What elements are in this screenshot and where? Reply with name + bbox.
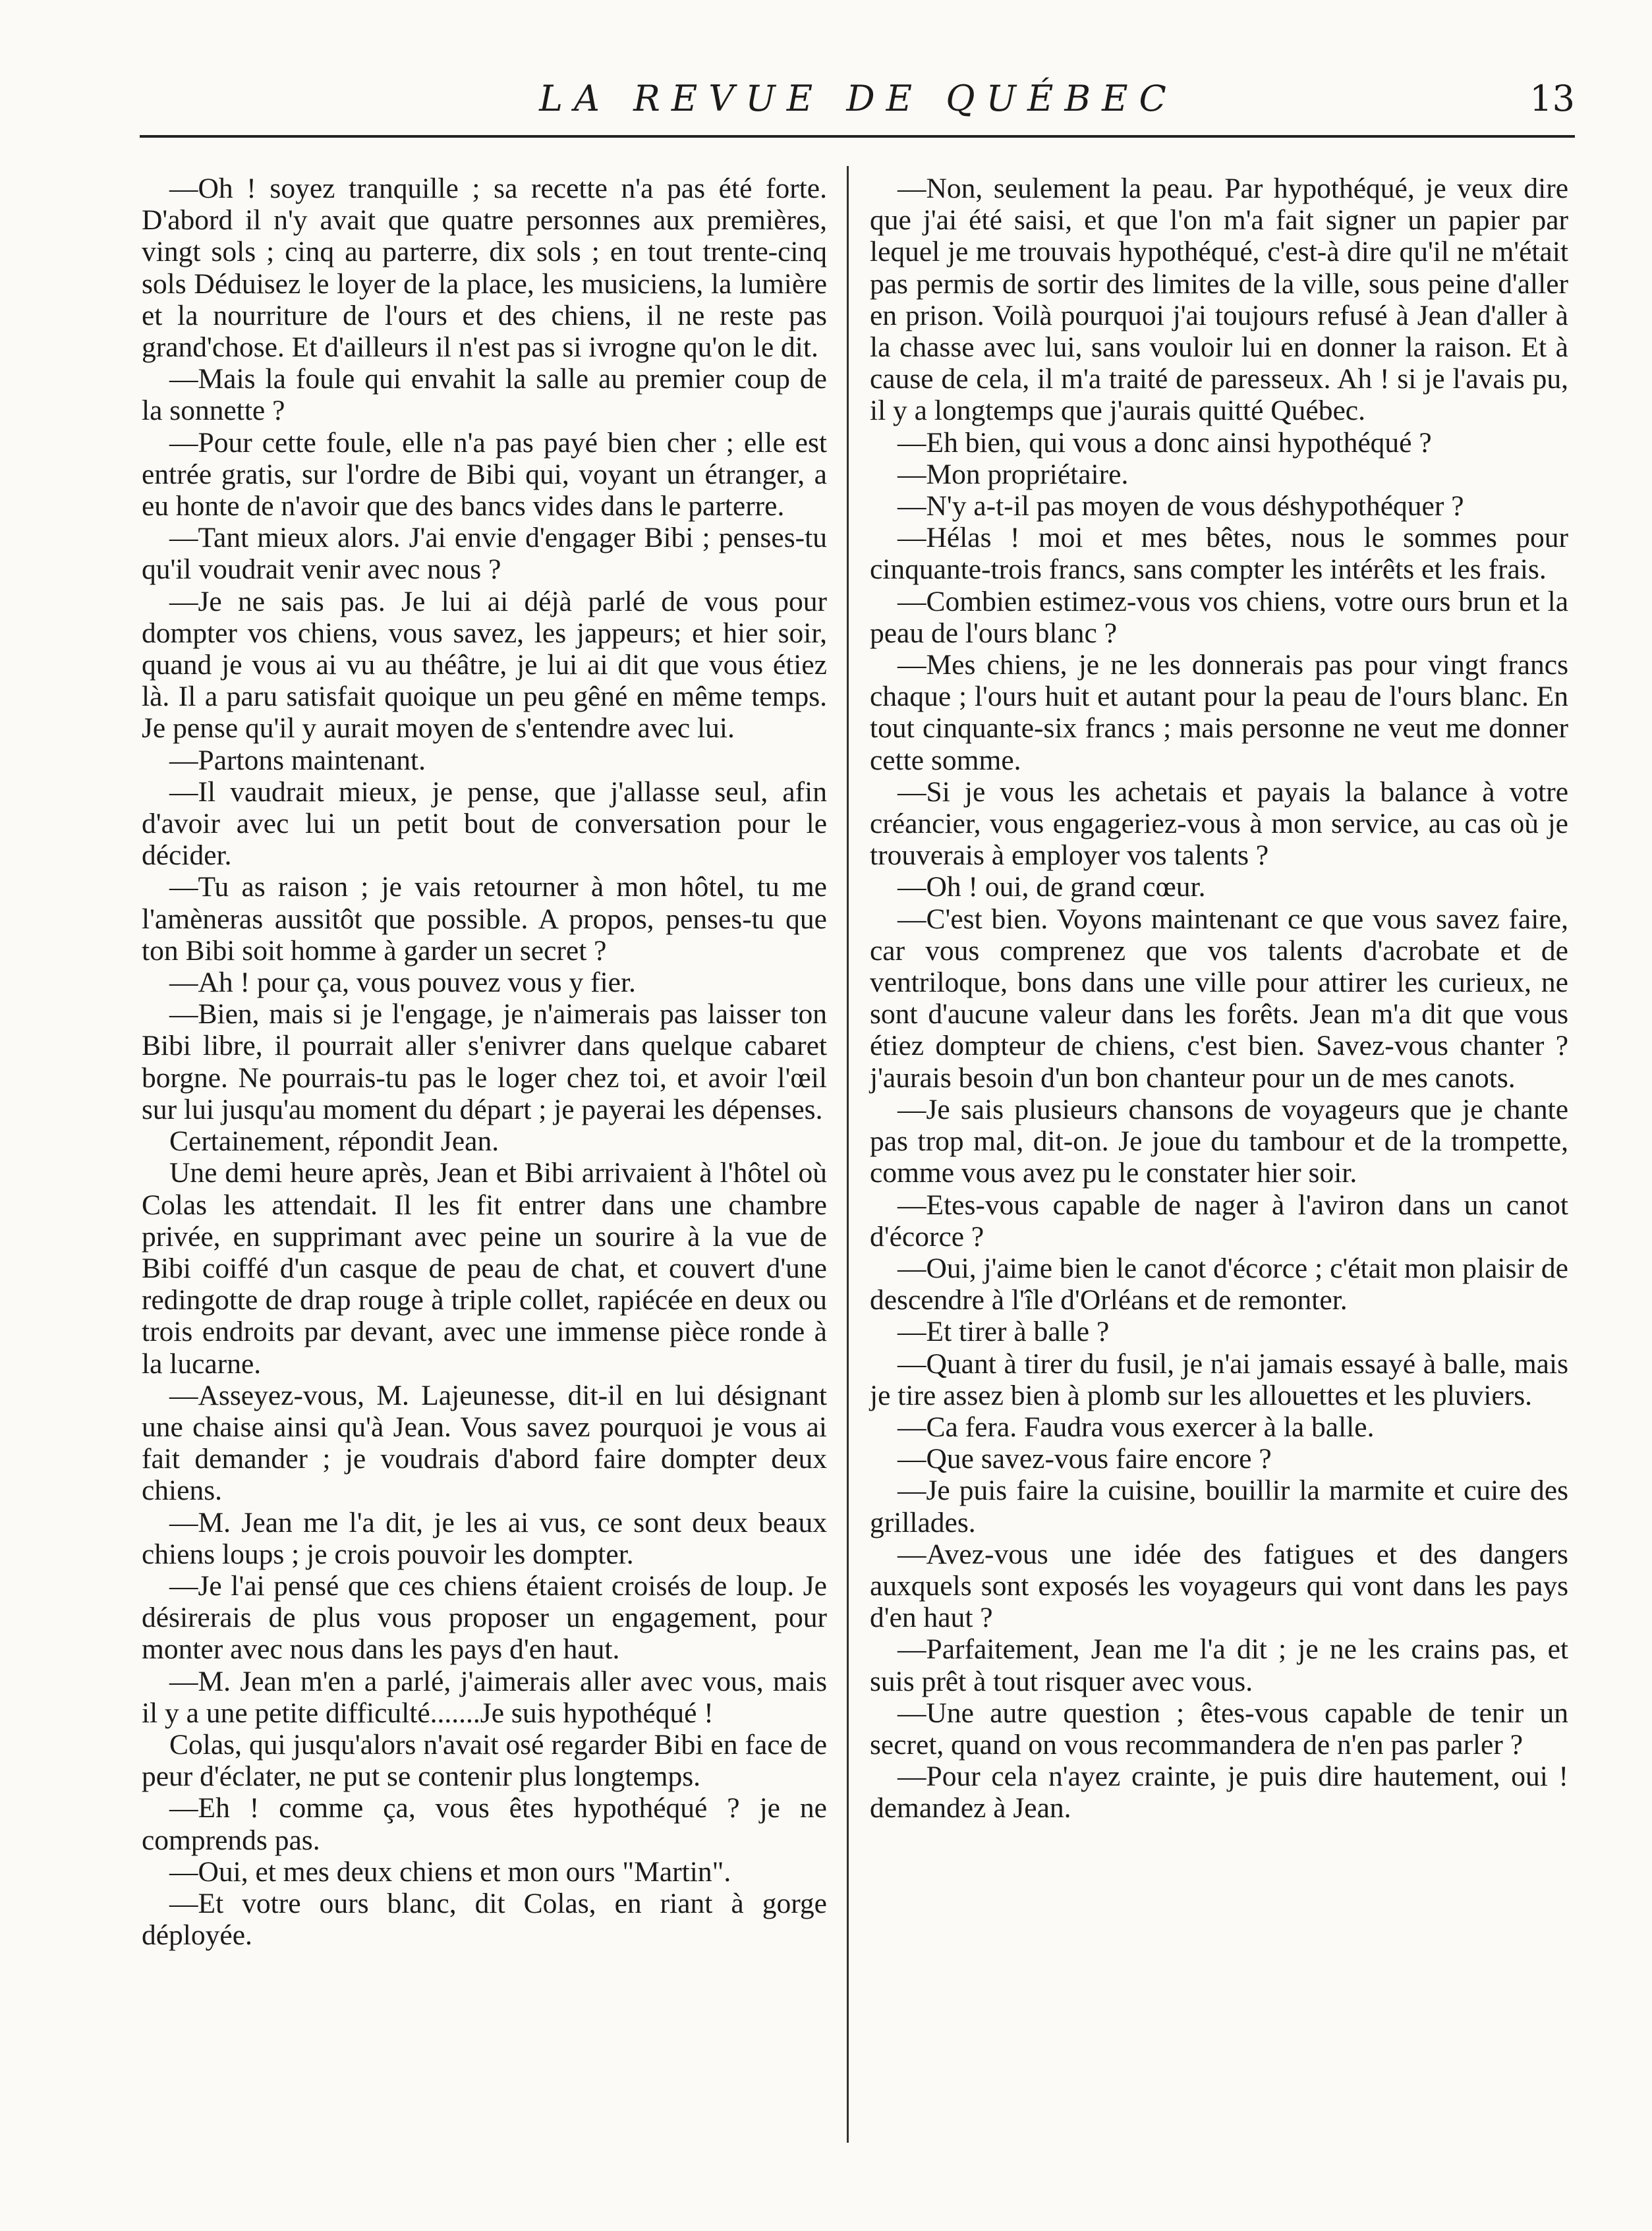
paragraph: —Je l'ai pensé que ces chiens étaient croisés de loup. Je désirerais de plus vous proposer un engagement, pour monter avec nous dans les pays d'en haut. xyxy=(142,1569,827,1666)
paragraph: —Mes chiens, je ne les donnerais pas pour vingt francs chaque ; l'ours huit et autant pour la peau de l'ours blanc. En tout cinquante-six francs ; mais personne ne veut me donner cette somme. xyxy=(870,649,1568,776)
paragraph: —M. Jean m'en a parlé, j'aimerais aller avec vous, mais il y a une petite difficulté.......Je suis hypothéqué ! xyxy=(142,1665,827,1729)
paragraph: —Tant mieux alors. J'ai envie d'engager Bibi ; penses-tu qu'il voudrait venir avec nous ? xyxy=(142,522,827,586)
paragraph: —Il vaudrait mieux, je pense, que j'allasse seul, afin d'avoir avec lui un petit bout de conversation pour le décider. xyxy=(142,776,827,872)
paragraph: —Oui, j'aime bien le canot d'écorce ; c'était mon plaisir de descendre à l'île d'Orléans et de remonter. xyxy=(870,1252,1568,1316)
paragraph: —M. Jean me l'a dit, je les ai vus, ce sont deux beaux chiens loups ; je crois pouvoir les dompter. xyxy=(142,1506,827,1570)
paragraph: —Hélas ! moi et mes bêtes, nous le sommes pour cinquante-trois francs, sans compter les intérêts et les frais. xyxy=(870,522,1568,586)
paragraph: —Tu as raison ; je vais retourner à mon hôtel, tu me l'amèneras aussitôt que possible. A propos, penses-tu que ton Bibi soit homme à garder un secret ? xyxy=(142,871,827,967)
paragraph: Une demi heure après, Jean et Bibi arrivaient à l'hôtel où Colas les attendait. Il les fit entrer dans une chambre privée, en supprimant avec peine un sourire à la vue de Bibi coiffé d'un casque de peau de chat, et couvert d'une redingotte de drap rouge à triple collet, rapiécée en deux ou trois endroits par devant, avec une immense pièce ronde à la lucarne. xyxy=(142,1157,827,1380)
paragraph: —Oh ! soyez tranquille ; sa recette n'a pas été forte. D'abord il n'y avait que quatre personnes aux premières, vingt sols ; cinq au parterre, dix sols ; en tout trente-cinq sols Déduisez le loyer de la place, les musiciens, la lumière et la nourriture de l'ours et des chiens, il ne reste pas grand'chose. Et d'ailleurs il n'est pas si ivrogne qu'on le dit. xyxy=(142,173,827,364)
paragraph: —Non, seulement la peau. Par hypothéqué, je veux dire que j'ai été saisi, et que l'on m'a fait signer un papier par lequel je me trouvais hypothéqué, c'est-à dire qu'il ne m'était pas permis de sortir des limites de la ville, sous peine d'aller en prison. Voilà pourquoi j'ai toujours refusé à Jean d'aller à la chasse avec lui, sans vouloir lui en donner la raison. Et à cause de cela, il m'a traité de paresseux. Ah ! si je l'avais pu, il y a longtemps que j'aurais quitté Québec. xyxy=(870,173,1568,427)
paragraph: Colas, qui jusqu'alors n'avait osé regarder Bibi en face de peur d'éclater, ne put se contenir plus longtemps. xyxy=(142,1728,827,1793)
paragraph: —Ah ! pour ça, vous pouvez vous y fier. xyxy=(169,967,636,999)
paragraph: —Je sais plusieurs chansons de voyageurs que je chante pas trop mal, dit-on. Je joue du tambour et de la trompette, comme vous avez pu le constater hier soir. xyxy=(870,1093,1568,1189)
right-column xyxy=(870,173,1568,1824)
header-rule xyxy=(140,135,1575,138)
paragraph: —Combien estimez-vous vos chiens, votre ours brun et la peau de l'ours blanc ? xyxy=(870,585,1568,649)
paragraph: —Eh ! comme ça, vous êtes hypothéqué ? je ne comprends pas. xyxy=(142,1792,827,1856)
paragraph: —Eh bien, qui vous a donc ainsi hypothéqué ? xyxy=(897,426,1432,459)
column-divider xyxy=(847,166,849,2143)
paragraph: —Que savez-vous faire encore ? xyxy=(897,1443,1272,1475)
paragraph: —Bien, mais si je l'engage, je n'aimerais pas laisser ton Bibi libre, il pourrait aller s'enivrer dans quelque cabaret borgne. Ne pourrais-tu pas le loger chez toi, et avoir l'œil sur lui jusqu'au moment du départ ; je payerai les dépenses. xyxy=(142,998,827,1125)
paragraph: —Pour cette foule, elle n'a pas payé bien cher ; elle est entrée gratis, sur l'ordre de Bibi qui, voyant un étranger, a eu honte de n'avoir que des bancs vides dans le parterre. xyxy=(142,426,827,522)
paragraph: —C'est bien. Voyons maintenant ce que vous savez faire, car vous comprenez que vos talents d'acrobate et de ventriloque, bons dans une ville pour attirer les curieux, ne sont d'aucune valeur dans les forêts. Jean m'a dit que vous étiez dompteur de chiens, c'est bien. Savez-vous chanter ? j'aurais besoin d'un bon chanteur pour un de mes canots. xyxy=(870,903,1568,1094)
paragraph: —Etes-vous capable de nager à l'aviron dans un canot d'écorce ? xyxy=(870,1189,1568,1253)
paragraph: —Partons maintenant. xyxy=(169,744,426,776)
paragraph: —Asseyez-vous, M. Lajeunesse, dit-il en lui désignant une chaise ainsi qu'à Jean. Vous savez pourquoi je vous ai fait demander ; je voudrais d'abord faire dompter deux chiens. xyxy=(142,1379,827,1507)
paragraph: —Oui, et mes deux chiens et mon ours "Martin". xyxy=(169,1855,731,1888)
paragraph: —Et votre ours blanc, dit Colas, en riant à gorge déployée. xyxy=(142,1887,827,1952)
running-title: LA REVUE DE QUÉBEC xyxy=(539,78,1178,119)
paragraph: —Quant à tirer du fusil, je n'ai jamais essayé à balle, mais je tire assez bien à plomb sur les allouettes et les pluviers. xyxy=(870,1347,1568,1411)
paragraph: Certainement, répondit Jean. xyxy=(169,1125,499,1158)
left-column xyxy=(142,173,827,1951)
paragraph: —Si je vous les achetais et payais la balance à votre créancier, vous engageriez-vous à mon service, au cas où je trouverais à employer vos talents ? xyxy=(870,776,1568,872)
paragraph: —Et tirer à balle ? xyxy=(897,1316,1110,1348)
paragraph: —Avez-vous une idée des fatigues et des dangers auxquels sont exposés les voyageurs qui vont dans les pays d'en haut ? xyxy=(870,1538,1568,1634)
paragraph: —Mon propriétaire. xyxy=(897,458,1129,490)
page-number: 13 xyxy=(1529,78,1575,119)
paragraph: —Oh ! oui, de grand cœur. xyxy=(897,871,1206,903)
paragraph: —Mais la foule qui envahit la salle au premier coup de la sonnette ? xyxy=(142,363,827,427)
paragraph: —Pour cela n'ayez crainte, je puis dire hautement, oui ! demandez à Jean. xyxy=(870,1761,1568,1824)
paragraph: —N'y a-t-il pas moyen de vous déshypothéquer ? xyxy=(897,490,1464,522)
paragraph: —Une autre question ; êtes-vous capable de tenir un secret, quand on vous recommandera de n'en pas parler ? xyxy=(870,1697,1568,1761)
paragraph: —Je ne sais pas. Je lui ai déjà parlé de vous pour dompter vos chiens, vous savez, les jappeurs; et hier soir, quand je vous ai vu au théâtre, je lui ai dit que vous étiez là. Il a paru satisfait quoique un peu gêné en même temps. Je pense qu'il y aurait moyen de s'entendre avec lui. xyxy=(142,585,827,745)
paragraph: —Ca fera. Faudra vous exercer à la balle. xyxy=(897,1411,1375,1443)
paragraph: —Parfaitement, Jean me l'a dit ; je ne les crains pas, et suis prêt à tout risquer avec vous. xyxy=(870,1633,1568,1697)
page-header xyxy=(142,78,1575,130)
paragraph: —Je puis faire la cuisine, bouillir la marmite et cuire des grillades. xyxy=(870,1475,1568,1539)
